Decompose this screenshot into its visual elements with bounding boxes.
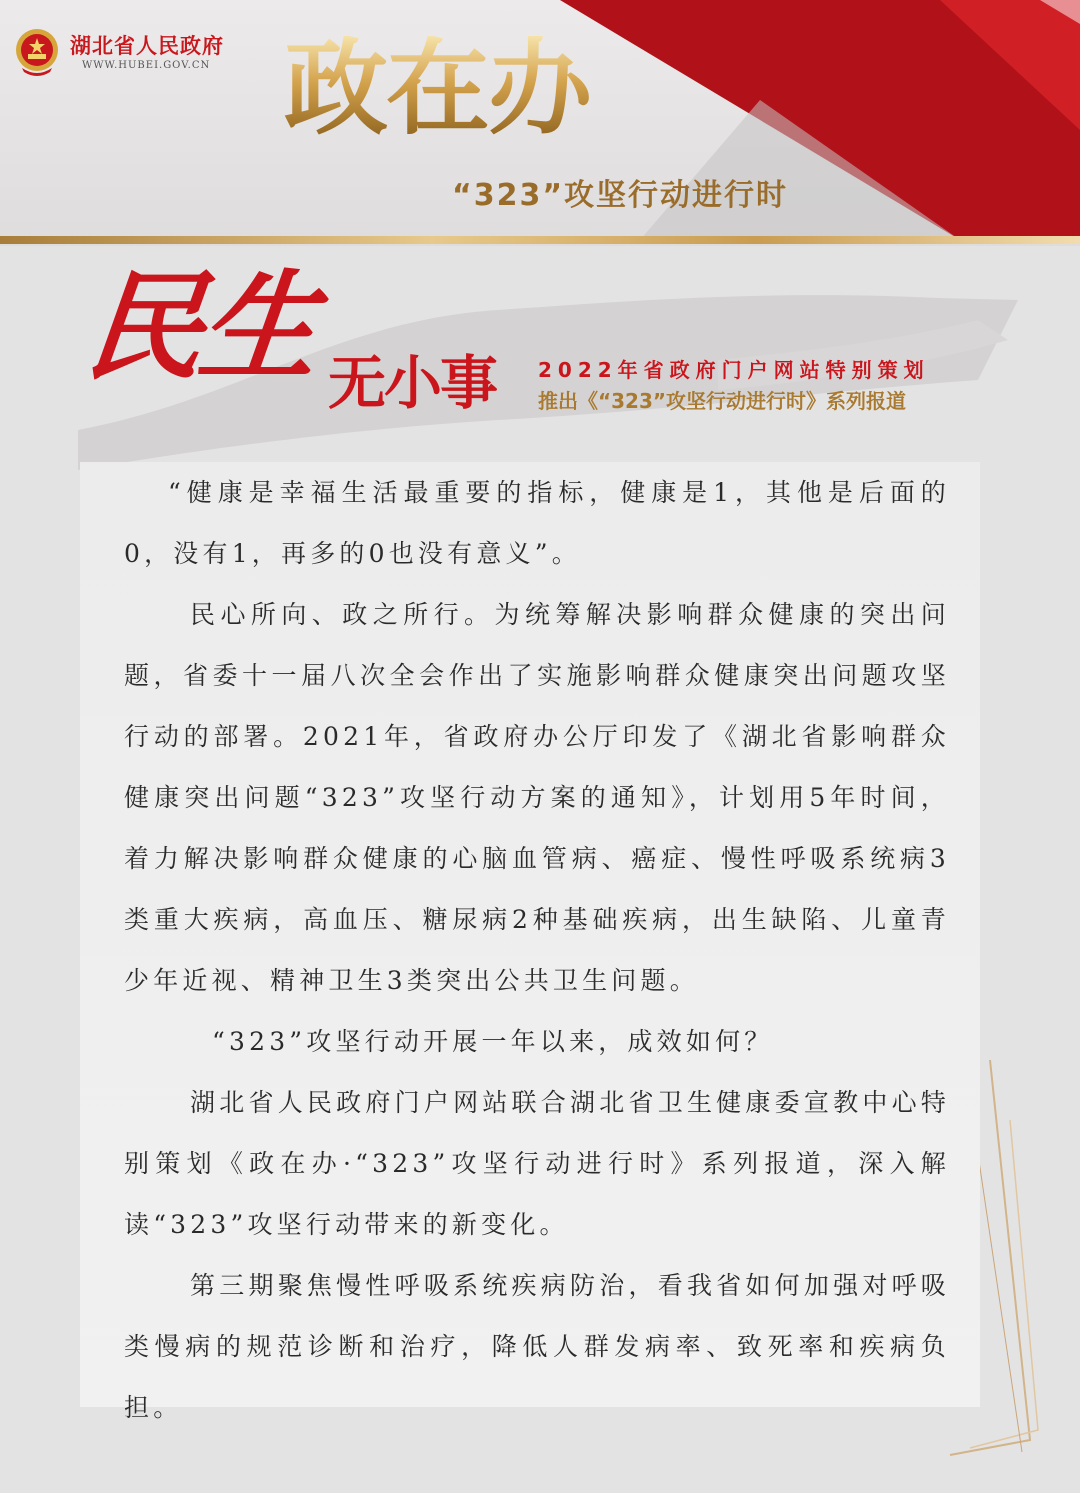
article-paragraph-4: 湖北省人民政府门户网站联合湖北省卫生健康委宣教中心特别策划《政在办·“323”攻坚行动进行时》系列报道，深入解读“323”攻坚行动带来的新变化。 xyxy=(124,1088,950,1239)
campaign-line-1: 2022年省政府门户网站特别策划 xyxy=(538,358,930,382)
brush-heading: 民生 xyxy=(78,257,322,396)
article-paragraph-5: 第三期聚焦慢性呼吸系统疾病防治，看我省如何加强对呼吸类慢病的规范诊断和治疗，降低人群发病率、致死率和疾病负担。 xyxy=(124,1271,950,1422)
article-body xyxy=(124,462,950,1438)
campaign-line-2: 推出《“323”攻坚行动进行时》系列报道 xyxy=(538,389,907,413)
article-paragraph-3: “323”攻坚行动开展一年以来，成效如何？ xyxy=(212,1027,774,1056)
article-paragraph-2: 民心所向、政之所行。为统筹解决影响群众健康的突出问题，省委十一届八次全会作出了实施影响群众健康突出问题攻坚行动的部署。2021年，省政府办公厅印发了《湖北省影响群众健康突出问题“323”攻坚行动方案的通知》，计划用5年时间，着力解决影响群众健康的心脑血管病、癌症、慢性呼吸系统病3类重大疾病，高血压、糖尿病2种基础疾病，出生缺陷、儿童青少年近视、精神卫生3类突出公共卫生问题。 xyxy=(124,600,950,995)
article-paragraph-1: “健康是幸福生活最重要的指标，健康是1，其他是后面的0，没有1，再多的0也没有意义”。 xyxy=(124,478,950,568)
gold-divider xyxy=(0,236,1080,244)
header-banner xyxy=(0,0,1080,246)
page-title: 政在办 xyxy=(284,26,591,149)
campaign-info xyxy=(538,356,930,418)
national-emblem-icon xyxy=(12,26,62,78)
site-name: 湖北省人民政府 xyxy=(70,34,224,58)
page-subtitle: “323”攻坚行动进行时 xyxy=(452,178,789,213)
banner-slogan: 无小事 xyxy=(328,349,497,417)
article-card xyxy=(80,462,980,1422)
site-url: WWW.HUBEI.GOV.CN xyxy=(82,60,211,71)
